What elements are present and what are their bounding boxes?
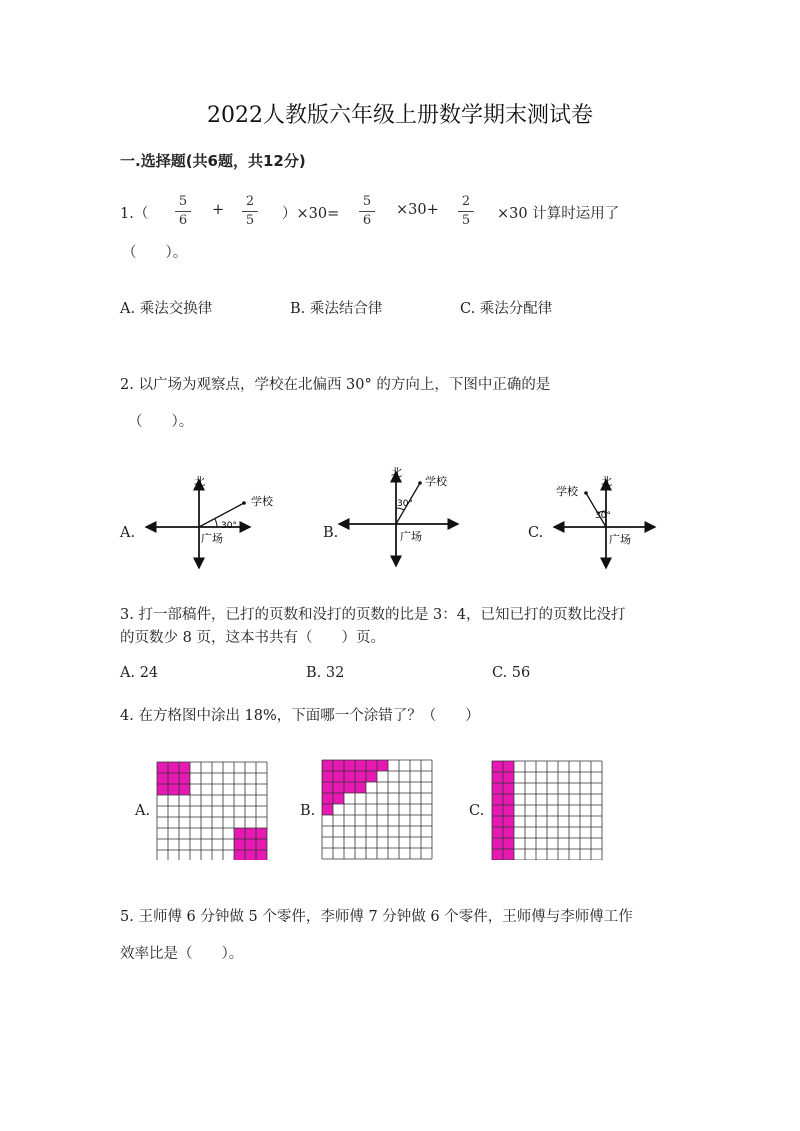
q2-a-school-label: 学校 <box>251 495 273 508</box>
shaded-cell <box>492 827 503 838</box>
q2-diagram-b <box>339 466 458 566</box>
q2-b-school-label: 学校 <box>425 475 447 488</box>
shaded-cell <box>503 816 514 827</box>
shaded-cell <box>245 828 256 839</box>
shaded-cell <box>492 783 503 794</box>
shaded-cell <box>344 782 355 793</box>
q1-fraction-c-den: 6 <box>362 213 372 228</box>
shaded-cell <box>322 760 333 771</box>
q4-option-a-label[interactable]: A. <box>135 803 151 819</box>
q1-fraction-d <box>456 194 476 229</box>
shaded-cell <box>377 760 388 771</box>
shaded-cell <box>333 793 344 804</box>
shaded-cell <box>344 771 355 782</box>
shaded-cell <box>234 828 245 839</box>
q2-a-angle-label: 30° <box>221 521 237 531</box>
shaded-cell <box>333 782 344 793</box>
q2-c-north-label: 北 <box>601 475 612 488</box>
q1-fraction-b <box>240 194 260 229</box>
shaded-cell <box>322 793 333 804</box>
shaded-cell <box>492 772 503 783</box>
shaded-cell <box>333 771 344 782</box>
shaded-cell <box>168 773 179 784</box>
q4-grid-b <box>322 760 432 859</box>
shaded-cell <box>503 838 514 849</box>
q1-middle: ×30+ <box>396 202 439 218</box>
q1-option-c[interactable]: C. 乘法分配律 <box>460 301 553 317</box>
q2-c-angle-label: 30° <box>595 511 611 521</box>
page-title: 2022人教版六年级上册数学期末测试卷 <box>207 103 593 128</box>
shaded-cell <box>492 761 503 772</box>
shaded-cell <box>503 805 514 816</box>
q2-line-2: （ ）。 <box>128 414 194 430</box>
q2-line-1: 2. 以广场为观察点，学校在北偏西 30° 的方向上，下图中正确的是 <box>120 377 551 393</box>
q4-option-c-label[interactable]: C. <box>469 803 485 819</box>
q3-option-b[interactable]: B. 32 <box>306 665 345 681</box>
section-heading-choice: 一.选择题(共6题，共12分) <box>120 152 306 170</box>
shaded-cell <box>355 782 366 793</box>
q4-grid-diagrams <box>0 755 800 860</box>
q2-a-square-label: 广场 <box>201 532 223 545</box>
shaded-cell <box>234 839 245 850</box>
q1-fraction-a-num: 5 <box>178 194 188 209</box>
q3-line-2: 的页数少 8 页，这本书共有（ ）页。 <box>120 630 385 646</box>
q1-fraction-b-num: 2 <box>245 194 255 209</box>
shaded-cell <box>492 849 503 860</box>
q2-b-square-label: 广场 <box>400 530 422 543</box>
shaded-cell <box>366 760 377 771</box>
shaded-cell <box>492 838 503 849</box>
q4-grid-c <box>492 761 602 860</box>
q2-a-north-label: 北 <box>194 475 205 488</box>
q1-plus: + <box>212 202 225 218</box>
shaded-cell <box>503 794 514 805</box>
q4-line-1: 4. 在方格图中涂出 18%，下面哪一个涂错了？（ ） <box>120 708 480 724</box>
shaded-cell <box>256 850 267 860</box>
q1-option-b[interactable]: B. 乘法结合律 <box>290 301 383 317</box>
shaded-cell <box>157 762 168 773</box>
shaded-cell <box>322 771 333 782</box>
q1-option-a[interactable]: A. 乘法交换律 <box>120 301 213 317</box>
q2-diagram-a <box>146 475 274 568</box>
shaded-cell <box>179 762 190 773</box>
shaded-cell <box>245 839 256 850</box>
q3-option-a[interactable]: A. 24 <box>120 665 159 681</box>
q2-c-school-label: 学校 <box>556 485 578 498</box>
q1-fraction-d-num: 2 <box>461 194 471 209</box>
shaded-cell <box>492 805 503 816</box>
shaded-cell <box>503 761 514 772</box>
shaded-cell <box>503 772 514 783</box>
q1-fraction-b-den: 5 <box>245 213 255 228</box>
q2-option-a-label[interactable]: A. <box>120 525 136 541</box>
q4-option-b-label[interactable]: B. <box>300 803 316 819</box>
q4-grid-a <box>157 762 267 860</box>
shaded-cell <box>322 804 333 815</box>
q1-prefix: 1.（ <box>120 206 149 222</box>
shaded-cell <box>245 850 256 860</box>
q2-option-b-label[interactable]: B. <box>323 525 339 541</box>
q1-fraction-d-den: 5 <box>461 213 471 228</box>
q2-b-angle-label: 30° <box>397 499 413 509</box>
q1-fraction-c <box>357 194 377 229</box>
shaded-cell <box>492 794 503 805</box>
q5-line-2: 效率比是（ ）。 <box>120 946 244 962</box>
shaded-cell <box>355 760 366 771</box>
shaded-cell <box>256 828 267 839</box>
q2-diagram-c <box>554 475 655 568</box>
q2-c-square-label: 广场 <box>609 533 631 546</box>
shaded-cell <box>179 773 190 784</box>
q3-line-1: 3. 打一部稿件，已打的页数和没打的页数的比是 3：4，已知已打的页数比没打 <box>120 607 626 623</box>
q1-fraction-a-den: 6 <box>178 213 188 228</box>
q2-option-c-label[interactable]: C. <box>528 525 544 541</box>
shaded-cell <box>157 784 168 795</box>
q5-line-1: 5. 王师傅 6 分钟做 5 个零件，李师傅 7 分钟做 6 个零件，王师傅与李师傅工作 <box>120 909 633 925</box>
q1-blank: （ ）。 <box>122 245 188 261</box>
q1-fraction-a <box>173 194 193 229</box>
q1-fraction-c-num: 5 <box>362 194 372 209</box>
shaded-cell <box>234 850 245 860</box>
shaded-cell <box>157 773 168 784</box>
shaded-cell <box>503 849 514 860</box>
shaded-cell <box>168 762 179 773</box>
q2-b-north-label: 北 <box>391 466 402 479</box>
shaded-cell <box>366 771 377 782</box>
shaded-cell <box>168 784 179 795</box>
shaded-cell <box>503 783 514 794</box>
shaded-cell <box>256 839 267 850</box>
shaded-cell <box>322 782 333 793</box>
shaded-cell <box>503 827 514 838</box>
shaded-cell <box>492 816 503 827</box>
q1-suffix: ×30 计算时运用了 <box>497 206 620 222</box>
q2-direction-diagrams <box>0 460 800 570</box>
shaded-cell <box>355 771 366 782</box>
q1-equals: ）×30= <box>282 206 340 222</box>
shaded-cell <box>179 784 190 795</box>
q3-option-c[interactable]: C. 56 <box>492 665 531 681</box>
shaded-cell <box>344 760 355 771</box>
shaded-cell <box>333 760 344 771</box>
